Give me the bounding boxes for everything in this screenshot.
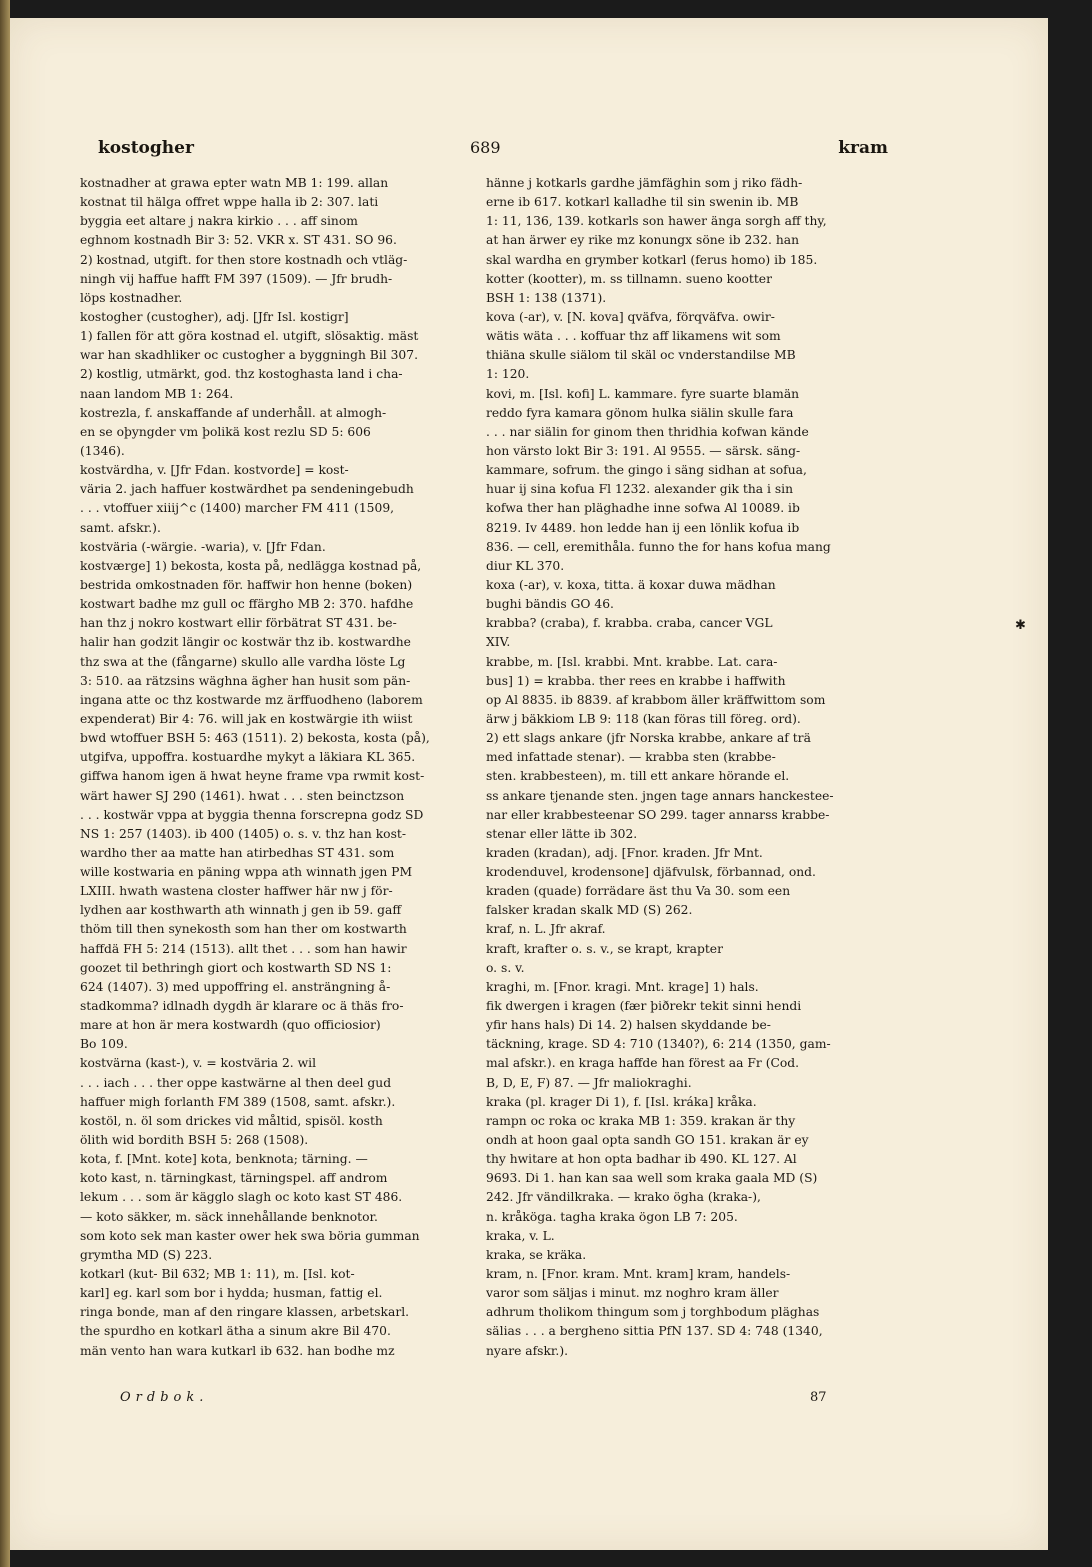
text-line: ondh at hoon gaal opta sandh GO 151. krakan är ey bbox=[486, 1133, 809, 1148]
text-line: kraka, v. L. bbox=[486, 1228, 555, 1243]
text-line: varor som säljas i minut. mz noghro kram äller bbox=[486, 1286, 779, 1301]
text-line: bus] 1) = krabba. ther rees en krabbe i haffwith bbox=[486, 673, 786, 688]
text-line: — koto säkker, m. säck innehållande benknotor. bbox=[80, 1209, 378, 1224]
text-line: grymtha MD (S) 223. bbox=[80, 1247, 213, 1262]
left-guide-word: kostogher bbox=[98, 138, 194, 158]
text-line: erne ib 617. kotkarl kalladhe til sin swenin ib. MB bbox=[486, 195, 799, 210]
text-line: lydhen aar kosthwarth ath winnath j gen ib 59. gaff bbox=[80, 903, 402, 918]
text-line: med infattade stenar). — krabba sten (krabbe- bbox=[486, 750, 776, 765]
text-line: en se oþyngder vm þolikä kost rezlu SD 5: 606 bbox=[80, 424, 371, 439]
text-line: expenderat) Bir 4: 76. will jak en kostwärgie ith wiist bbox=[80, 711, 413, 726]
text-line: huar ij sina kofua Fl 1232. alexander gik tha i sin bbox=[486, 482, 794, 497]
text-line: reddo fyra kamara gönom hulka siälin skulle fara bbox=[486, 405, 794, 420]
text-line: hänne j kotkarls gardhe jämfäghin som j riko fädh- bbox=[486, 176, 803, 190]
text-line: war han skadhliker oc custogher a byggningh Bil 307. bbox=[80, 348, 418, 363]
text-line: 1: 11, 136, 139. kotkarls son hawer änga sorgh aff thy, bbox=[486, 214, 827, 229]
text-line: 242. Jfr vändilkraka. — krako ögha (kraka-), bbox=[486, 1190, 761, 1205]
text-line: goozet til bethringh giort och kostwarth SD NS 1: bbox=[80, 960, 392, 975]
text-line: haffuer migh forlanth FM 389 (1508, samt. afskr.). bbox=[80, 1094, 396, 1109]
dictionary-page bbox=[10, 18, 1048, 1550]
text-line: kota, f. [Mnt. kote] kota, benknota; tärning. — bbox=[80, 1152, 368, 1167]
text-line: rampn oc roka oc kraka MB 1: 359. krakan är thy bbox=[486, 1113, 796, 1128]
text-line: . . . nar siälin for ginom then thridhia kofwan kände bbox=[486, 424, 809, 439]
text-line: 8219. Iv 4489. hon ledde han ij een lönlik kofua ib bbox=[486, 520, 800, 535]
text-line: kraf, n. L. Jfr akraf. bbox=[486, 922, 606, 937]
text-line: 2) kostnad, utgift. for then store kostnadh och vtläg- bbox=[80, 252, 408, 267]
text-line: op Al 8835. ib 8839. af krabbom äller kräffwittom som bbox=[486, 692, 826, 707]
text-line: at han ärwer ey rike mz konungx söne ib 232. han bbox=[486, 233, 800, 248]
text-line: XIV. bbox=[486, 635, 511, 650]
text-line: kostöl, n. öl som drickes vid måltid, spisöl. kosth bbox=[80, 1113, 383, 1128]
text-line: väria 2. jach haffuer kostwärdhet pa sendeningebudh bbox=[80, 482, 414, 497]
text-line: ss ankare tjenande sten. jngen tage annars hanckestee- bbox=[486, 788, 834, 803]
text-line: kostvärdha, v. [Jfr Fdan. kostvorde] = kost- bbox=[80, 463, 349, 478]
text-line: naan landom MB 1: 264. bbox=[80, 386, 234, 401]
text-line: ölith wid bordith BSH 5: 268 (1508). bbox=[80, 1133, 309, 1148]
text-line: 624 (1407). 3) med uppoffring el. ansträngning å- bbox=[80, 979, 391, 994]
text-line: koxa (-ar), v. koxa, titta. ä koxar duwa mädhan bbox=[486, 577, 776, 592]
text-line: falsker kradan skalk MD (S) 262. bbox=[486, 903, 693, 918]
text-line: kostväria (-wärgie. -waria), v. [Jfr Fdan. bbox=[80, 539, 326, 554]
text-line: karl] eg. karl som bor i hydda; husman, fattig el. bbox=[80, 1286, 383, 1301]
text-line: kram, n. [Fnor. kram. Mnt. kram] kram, handels- bbox=[486, 1267, 791, 1282]
text-line: kraka, se kräka. bbox=[486, 1247, 587, 1262]
text-line: LXIII. hwath wastena closter haffwer här nw j för- bbox=[80, 884, 393, 899]
text-line: wardho ther aa matte han atirbedhas ST 431. som bbox=[80, 845, 395, 860]
text-line: NS 1: 257 (1403). ib 400 (1405) o. s. v. thz han kost- bbox=[80, 826, 406, 841]
text-line: kostrezla, f. anskaffande af underhåll. at almogh- bbox=[80, 405, 387, 420]
text-line: eghnom kostnadh Bir 3: 52. VKR x. ST 431. SO 96. bbox=[80, 233, 397, 248]
text-line: kraden (quade) forrädare äst thu Va 30. som een bbox=[486, 884, 791, 899]
text-line: kraka (pl. krager Di 1), f. [Isl. kráka] kråka. bbox=[486, 1094, 757, 1109]
signature-mark: Ordbok. bbox=[120, 1390, 209, 1405]
text-line: fik dwergen i kragen (fær þiðrekr tekit sinni hendi bbox=[486, 999, 802, 1014]
text-line: thy hwitare at hon opta badhar ib 490. KL 127. Al bbox=[486, 1152, 797, 1167]
text-line: ärw j bäkkiom LB 9: 118 (kan föras till föreg. ord). bbox=[486, 711, 801, 726]
text-line: bwd wtoffuer BSH 5: 463 (1511). 2) bekosta, kosta (på), bbox=[80, 731, 430, 746]
text-line: . . . kostwär vppa at byggia thenna forscrepna godz SD bbox=[80, 807, 424, 822]
text-line: koto kast, n. tärningkast, tärningspel. aff androm bbox=[80, 1171, 388, 1186]
text-line: kraghi, m. [Fnor. kragi. Mnt. krage] 1) hals. bbox=[486, 979, 759, 994]
text-line: kostnadher at grawa epter watn MB 1: 199. allan bbox=[80, 176, 389, 190]
text-line: 1) fallen för att göra kostnad el. utgift, slösaktig. mäst bbox=[80, 329, 419, 344]
text-line: nyare afskr.). bbox=[486, 1343, 569, 1358]
text-line: 9693. Di 1. han kan saa well som kraka gaala MD (S) bbox=[486, 1171, 818, 1186]
text-line: n. kråköga. tagha kraka ögon LB 7: 205. bbox=[486, 1209, 738, 1224]
text-line: the spurdho en kotkarl ätha a sinum akre Bil 470. bbox=[80, 1324, 391, 1339]
text-line: mare at hon är mera kostwardh (quo officiosior) bbox=[80, 1018, 381, 1033]
text-line: 2) ett slags ankare (jfr Norska krabbe, ankare af trä bbox=[486, 731, 811, 746]
text-line: kova (-ar), v. [N. kova] qväfva, förqväfva. owir- bbox=[486, 309, 775, 324]
sheet-number: 87 bbox=[810, 1390, 827, 1405]
text-line: kostnat til hälga offret wppe halla ib 2: 307. lati bbox=[80, 195, 379, 210]
text-line: ningh vij haffue hafft FM 397 (1509). — Jfr brudh- bbox=[80, 271, 393, 286]
text-line: män vento han wara kutkarl ib 632. han bodhe mz bbox=[80, 1343, 395, 1358]
text-line: 3: 510. aa rätzsins wäghna ägher han husit som pän- bbox=[80, 673, 411, 688]
text-line: 1: 120. bbox=[486, 367, 530, 382]
text-line: han thz j nokro kostwart ellir förbätrat ST 431. be- bbox=[80, 616, 397, 631]
text-line: o. s. v. bbox=[486, 960, 525, 975]
text-line: kotkarl (kut- Bil 632; MB 1: 11), m. [Isl. kot- bbox=[80, 1267, 355, 1282]
text-line: halir han godzit längir oc kostwär thz ib. kostwardhe bbox=[80, 635, 411, 650]
text-line: 836. — cell, eremithåla. funno the for hans kofua mang bbox=[486, 539, 831, 554]
text-line: som koto sek man kaster ower hek swa böria gumman bbox=[80, 1228, 420, 1243]
text-line: thz swa at the (fångarne) skullo alle vardha löste Lg bbox=[80, 654, 406, 669]
text-line: adhrum tholikom thingum som j torghbodum pläghas bbox=[486, 1305, 820, 1320]
text-line: kostwart badhe mz gull oc ffärgho MB 2: 370. hafdhe bbox=[80, 597, 414, 612]
text-line: täckning, krage. SD 4: 710 (1340?), 6: 214 (1350, gam- bbox=[486, 1037, 831, 1052]
text-line: kammare, sofrum. the gingo i säng sidhan at sofua, bbox=[486, 463, 807, 478]
text-line: skal wardha en grymber kotkarl (ferus homo) ib 185. bbox=[486, 252, 818, 267]
text-line: B, D, E, F) 87. — Jfr maliokraghi. bbox=[486, 1075, 692, 1090]
text-line: bestrida omkostnaden för. haffwir hon henne (boken) bbox=[80, 577, 413, 592]
text-line: kofwa ther han pläghadhe inne sofwa Al 10089. ib bbox=[486, 501, 800, 516]
text-line: wärt hawer SJ 290 (1461). hwat . . . sten beinctzson bbox=[80, 788, 405, 803]
text-line: kostvärna (kast-), v. = kostväria 2. wil bbox=[80, 1056, 317, 1071]
text-line: mal afskr.). en kraga haffde han förest aa Fr (Cod. bbox=[486, 1056, 800, 1071]
text-line: thiäna skulle siälom til skäl oc vnderstandilse MB bbox=[486, 348, 796, 363]
text-line: thöm till then synekosth som han ther om kostwarth bbox=[80, 922, 407, 937]
right-guide-word: kram bbox=[838, 138, 888, 158]
text-line: yfir hans hals) Di 14. 2) halsen skyddande be- bbox=[486, 1018, 771, 1033]
text-line: stadkomma? idlnadh dygdh är klarare oc ä thäs fro- bbox=[80, 999, 404, 1014]
text-line: 2) kostlig, utmärkt, god. thz kostoghasta land i cha- bbox=[80, 367, 403, 382]
text-line: krodenduvel, krodensone] djäfvulsk, förbannad, ond. bbox=[486, 865, 816, 880]
text-line: . . . iach . . . ther oppe kastwärne al then deel gud bbox=[80, 1075, 392, 1090]
text-line: bughi bändis GO 46. bbox=[486, 597, 614, 612]
text-line: ringa bonde, man af den ringare klassen, arbetskarl. bbox=[80, 1305, 410, 1320]
text-line: kraft, krafter o. s. v., se krapt, krapter bbox=[486, 941, 723, 956]
text-line: sälias . . . a bergheno sittia PfN 137. SD 4: 748 (1340, bbox=[486, 1324, 823, 1339]
text-line: hon värsto lokt Bir 3: 191. Al 9555. — särsk. säng- bbox=[486, 443, 801, 458]
right-column bbox=[486, 174, 880, 1361]
text-line: haffdä FH 5: 214 (1513). allt thet . . . som han hawir bbox=[80, 941, 407, 956]
text-line: byggia eet altare j nakra kirkio . . . aff sinom bbox=[80, 214, 358, 229]
scan-edge bbox=[0, 0, 10, 1567]
text-line: krabba? (craba), f. krabba. craba, cancer VGL bbox=[486, 616, 773, 631]
text-line: Bo 109. bbox=[80, 1037, 128, 1052]
text-line: lekum . . . som är kägglo slagh oc koto kast ST 486. bbox=[80, 1190, 403, 1205]
text-line: kostogher (custogher), adj. [Jfr Isl. kostigr] bbox=[80, 309, 349, 324]
margin-mark: ✱ bbox=[1015, 618, 1026, 633]
text-line: sten. krabbesteen), m. till ett ankare hörande el. bbox=[486, 769, 790, 784]
text-line: giffwa hanom igen ä hwat heyne frame vpa rwmit kost- bbox=[80, 769, 425, 784]
text-line: (1346). bbox=[80, 443, 125, 458]
text-line: löps kostnadher. bbox=[80, 290, 183, 305]
text-line: utgifva, uppoffra. kostuardhe mykyt a läkiara KL 365. bbox=[80, 750, 416, 765]
text-line: krabbe, m. [Isl. krabbi. Mnt. krabbe. Lat. cara- bbox=[486, 654, 778, 669]
text-line: kostværge] 1) bekosta, kosta på, nedlägga kostnad på, bbox=[80, 558, 422, 573]
text-line: wätis wäta . . . koffuar thz aff likamens wit som bbox=[486, 329, 781, 344]
text-line: diur KL 370. bbox=[486, 558, 565, 573]
text-line: samt. afskr.). bbox=[80, 520, 161, 535]
text-line: kovi, m. [Isl. kofi] L. kammare. fyre suarte blamän bbox=[486, 386, 800, 401]
text-line: . . . vtoffuer xiiij^c (1400) marcher FM 411 (1509, bbox=[80, 501, 395, 516]
page-header bbox=[98, 138, 888, 168]
text-line: BSH 1: 138 (1371). bbox=[486, 290, 607, 305]
text-line: kraden (kradan), adj. [Fnor. kraden. Jfr Mnt. bbox=[486, 845, 763, 860]
text-line: ingana atte oc thz kostwarde mz ärffuodheno (laborem bbox=[80, 692, 423, 707]
page-number: 689 bbox=[470, 138, 501, 157]
text-line: kotter (kootter), m. ss tillnamn. sueno kootter bbox=[486, 271, 772, 286]
text-line: wille kostwaria en päning wppa ath winnath jgen PM bbox=[80, 865, 413, 880]
text-line: stenar eller lätte ib 302. bbox=[486, 826, 638, 841]
text-line: nar eller krabbesteenar SO 299. tager annarss krabbe- bbox=[486, 807, 830, 822]
left-column bbox=[80, 174, 474, 1361]
